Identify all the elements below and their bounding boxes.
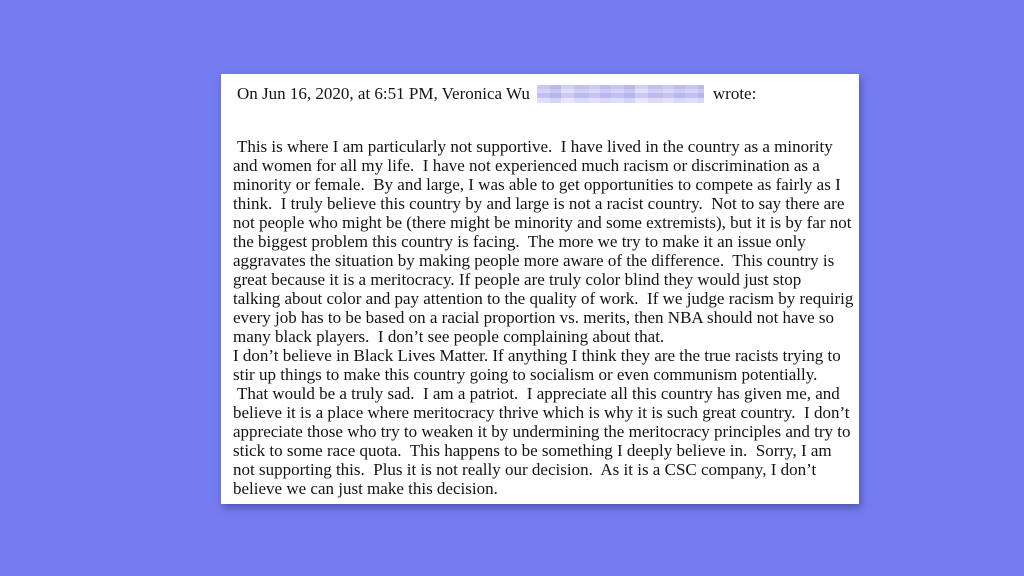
email-header-suffix: wrote: [712,84,757,103]
email-body-line: and women for all my life. I have not experienced much racism or discrimination as a [233,156,820,175]
email-body-line: stir up things to make this country going to socialism or even communism potentially. [233,365,818,384]
email-body-line: the biggest problem this country is facing. The more we try to make it an issue only [233,232,806,251]
email-body-line: minority or female. By and large, I was able to get opportunities to compete as fairly as I [233,175,841,194]
redacted-email-address [537,85,704,103]
email-body-line: believe it is a place where meritocracy thrive which is why it is such great country. I don’t [233,403,850,422]
email-body-line: believe we can just make this decision. [233,479,498,498]
email-document-card [221,74,859,504]
email-body-line: not people who might be (there might be minority and some extremists), but it is by far not [233,213,852,232]
email-body-line: aggravates the situation by making people more aware of the difference. This country is [233,251,835,270]
email-body-line: This is where I am particularly not supportive. I have lived in the country as a minority [233,137,833,156]
email-body-line: not supporting this. Plus it is not really our decision. As it is a CSC company, I don’t [233,460,817,479]
email-body-line: That would be a truly sad. I am a patriot. I appreciate all this country has given me, and [233,384,840,403]
email-body-line: stick to some race quota. This happens to be something I deeply believe in. Sorry, I am [233,441,832,460]
email-body-line: think. I truly believe this country by and large is not a racist country. Not to say there are [233,194,845,213]
email-body-line: every job has to be based on a racial proportion vs. merits, then NBA should not have so [233,308,835,327]
email-body [233,137,859,498]
email-body-line: talking about color and pay attention to the quality of work. If we judge racism by requirig [233,289,854,308]
email-body-line: many black players. I don’t see people complaining about that. [233,327,665,346]
email-header-prefix: On Jun 16, 2020, at 6:51 PM, Veronica Wu [237,84,530,103]
email-body-line: appreciate those who try to weaken it by undermining the meritocracy principles and try to [233,422,851,441]
email-body-line: great because it is a meritocracy. If people are truly color blind they would just stop [233,270,802,289]
email-header [237,84,859,103]
email-body-line: I don’t believe in Black Lives Matter. If anything I think they are the true racists trying to [233,346,841,365]
